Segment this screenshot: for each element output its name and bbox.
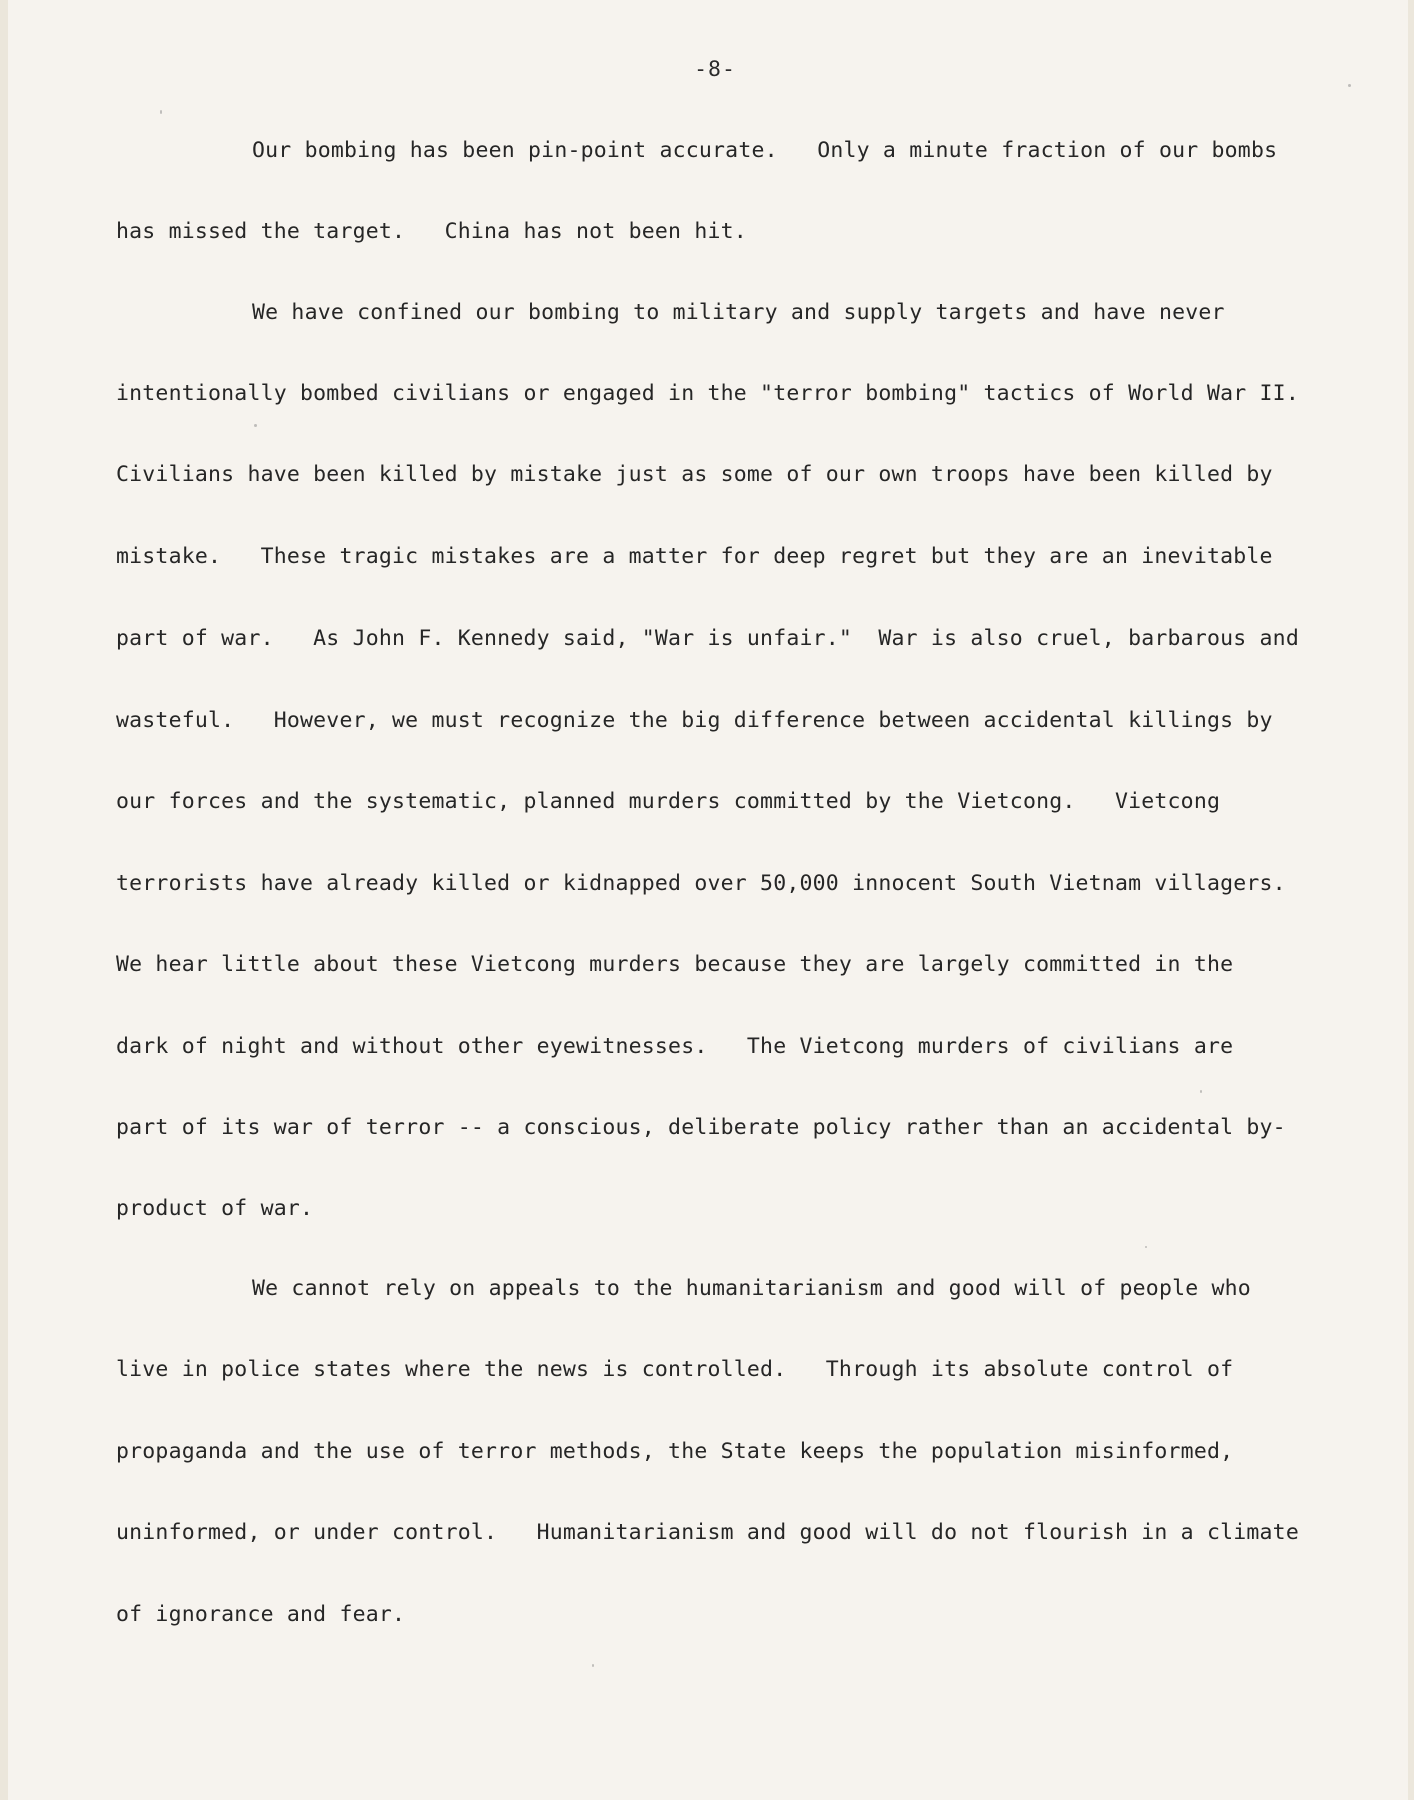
paragraph-2-line-1: We have confined our bombing to military and supply targets and have never bbox=[252, 300, 1225, 325]
paragraph-2-line-10: dark of night and without other eyewitnesses. The Vietcong murders of civilians are bbox=[116, 1034, 1234, 1059]
paragraph-2-line-11: part of its war of terror -- a conscious, deliberate policy rather than an accidental by- bbox=[116, 1115, 1286, 1140]
paragraph-2-line-7: our forces and the systematic, planned murders committed by the Vietcong. Vietcong bbox=[116, 789, 1221, 814]
paragraph-2-line-6: wasteful. However, we must recognize the big difference between accidental killings by bbox=[116, 708, 1273, 733]
paragraph-1-line-2: has missed the target. China has not been hit. bbox=[116, 219, 747, 244]
paragraph-2-line-12: product of war. bbox=[116, 1196, 314, 1221]
paragraph-3-line-5: of ignorance and fear. bbox=[116, 1602, 406, 1627]
paragraph-3-line-4: uninformed, or under control. Humanitarianism and good will do not flourish in a climate bbox=[116, 1520, 1299, 1545]
paper-speck bbox=[1200, 1090, 1202, 1093]
paragraph-3-line-1: We cannot rely on appeals to the humanitarianism and good will of people who bbox=[252, 1276, 1251, 1301]
paragraph-2-line-3: Civilians have been killed by mistake just as some of our own troops have been killed by bbox=[116, 462, 1273, 487]
paper-speck bbox=[1145, 1246, 1147, 1248]
paragraph-2-line-8: terrorists have already killed or kidnapped over 50,000 innocent South Vietnam villagers. bbox=[116, 871, 1286, 896]
paragraph-3-line-2: live in police states where the news is controlled. Through its absolute control of bbox=[116, 1357, 1234, 1382]
paper-speck bbox=[254, 424, 257, 427]
paragraph-2-line-9: We hear little about these Vietcong murders because they are largely committed in the bbox=[116, 952, 1234, 977]
paragraph-2-line-2: intentionally bombed civilians or engaged in the "terror bombing" tactics of World War II. bbox=[116, 381, 1299, 406]
paragraph-2-line-4: mistake. These tragic mistakes are a matter for deep regret but they are an inevitable bbox=[116, 544, 1273, 569]
page-number: -8- bbox=[694, 57, 736, 82]
paper-speck bbox=[592, 1664, 594, 1667]
paper-speck bbox=[1348, 84, 1351, 87]
paper-speck bbox=[160, 110, 162, 114]
paragraph-1-line-1: Our bombing has been pin-point accurate. Only a minute fraction of our bombs bbox=[252, 138, 1278, 163]
paragraph-2-line-5: part of war. As John F. Kennedy said, "War is unfair." War is also cruel, barbarous and bbox=[116, 626, 1299, 651]
paragraph-3-line-3: propaganda and the use of terror methods, the State keeps the population misinformed, bbox=[116, 1439, 1234, 1464]
